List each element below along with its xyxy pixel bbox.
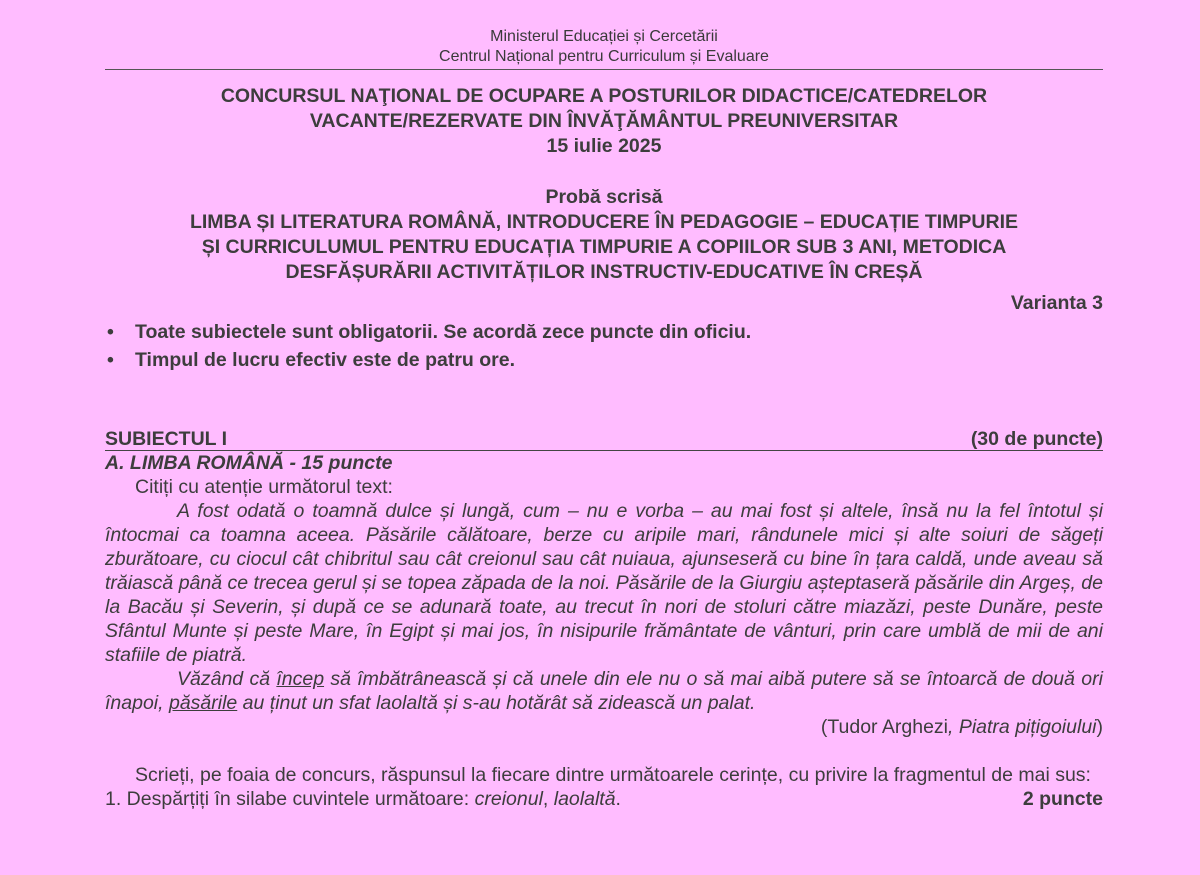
rule-text: Toate subiectele sunt obligatorii. Se acordă zece puncte din oficiu. — [135, 321, 752, 343]
requirement-word: creionul — [474, 788, 543, 810]
subject-line-3: DESFĂȘURĂRII ACTIVITĂȚILOR INSTRUCTIV-EDUCATIVE ÎN CREȘĂ — [285, 261, 923, 283]
bullet-icon: • — [107, 321, 114, 343]
text-passage — [105, 499, 1103, 715]
source-work: , Piatra pițigoiului — [948, 716, 1097, 738]
requirement-separator: , — [542, 788, 554, 810]
requirement-word: laolaltă — [553, 788, 616, 810]
ministry-name: Ministerul Educației și Cercetării — [490, 28, 718, 45]
subject-line-2: ȘI CURRICULUMUL PENTRU EDUCAȚIA TIMPURIE A COPIILOR SUB 3 ANI, METODICA — [201, 236, 1007, 258]
passage-paragraph-1: A fost odată o toamnă dulce și lungă, cum – nu e vorba – au mai fost și altele, însă nu la fel întotul și întocmai ca toamna aceea. Păsările călătoare, berze cu aripile mari, rândunele mici și alte soiuri de săgeți zburătoare, cu ciocul cât chibritul sau cât creionul sau cât nuiaua, ajunseseră cu bine în țara caldă, unde aveau să trăiască până ce trecea gerul și se topea zăpada de la noi. Păsările de la Giurgiu așteptaseră păsările din Argeș, de la Bacău și Severin, și după ce se adunară toate, au trecut în nori de stoluri către miazăzi, peste Dunăre, peste Sfântul Munte și peste Mare, în Egipt și mai jos, în nisipurile frământate de vânturi, prin care umblă de mii de ani stafiile de piatră. — [105, 500, 1103, 666]
subject-heading — [105, 428, 1103, 451]
exam-subject-block — [105, 185, 1103, 285]
requirement-text — [105, 787, 621, 811]
rule-item — [105, 346, 1103, 374]
subject-label: SUBIECTUL I — [105, 428, 228, 450]
task-instructions: Scrieți, pe foaia de concurs, răspunsul la fiecare dintre următoarele cerințe, cu privire la fragmentul de mai sus: — [135, 764, 1091, 786]
underlined-word-incep: încep — [276, 668, 325, 690]
read-instruction: Citiți cu atenție următorul text: — [135, 476, 393, 498]
rule-item — [105, 318, 1103, 346]
competition-title — [105, 84, 1103, 159]
title-line-1: CONCURSUL NAŢIONAL DE OCUPARE A POSTURILOR DIDACTICE/CATEDRELOR — [220, 85, 988, 107]
section-a-heading: A. LIMBA ROMÂNĂ - 15 puncte — [105, 452, 393, 474]
passage-fragment: Văzând că — [177, 668, 277, 690]
exam-page — [105, 0, 1103, 811]
requirement-points: 2 puncte — [1022, 788, 1103, 810]
source-author: (Tudor Arghezi — [820, 716, 948, 738]
variant-label: Varianta 3 — [1010, 292, 1103, 314]
rule-text: Timpul de lucru efectiv este de patru ore. — [135, 349, 515, 371]
subject-points: (30 de puncte) — [970, 428, 1103, 450]
source-close: ) — [1096, 716, 1103, 738]
document-header — [105, 0, 1103, 70]
rules-list — [105, 318, 1103, 374]
requirement-item — [105, 787, 1103, 811]
underlined-word-pasarile: păsările — [168, 692, 238, 714]
subject-line-1: LIMBA ȘI LITERATURA ROMÂNĂ, INTRODUCERE ÎN PEDAGOGIE – EDUCAȚIE TIMPURIE — [189, 211, 1019, 233]
passage-source — [105, 715, 1103, 739]
exam-type: Probă scrisă — [545, 186, 663, 208]
requirement-suffix: . — [615, 788, 621, 810]
passage-paragraph-2 — [105, 667, 1103, 715]
bullet-icon: • — [107, 349, 114, 371]
center-name: Centrul Național pentru Curriculum și Evaluare — [439, 48, 769, 65]
requirement-prefix: 1. Despărțiți în silabe cuvintele următoare: — [105, 788, 475, 810]
passage-fragment: au ținut un sfat laolaltă și s-au hotărât să zidească un palat. — [237, 692, 756, 714]
title-line-2: VACANTE/REZERVATE DIN ÎNVĂŢĂMÂNTUL PREUNIVERSITAR — [309, 110, 899, 132]
passage-fragment: să îmbătrânească și că unele din ele nu o să mai aibă putere să se întoarcă de două ori înapoi, — [105, 668, 1103, 714]
exam-date: 15 iulie 2025 — [546, 135, 662, 157]
